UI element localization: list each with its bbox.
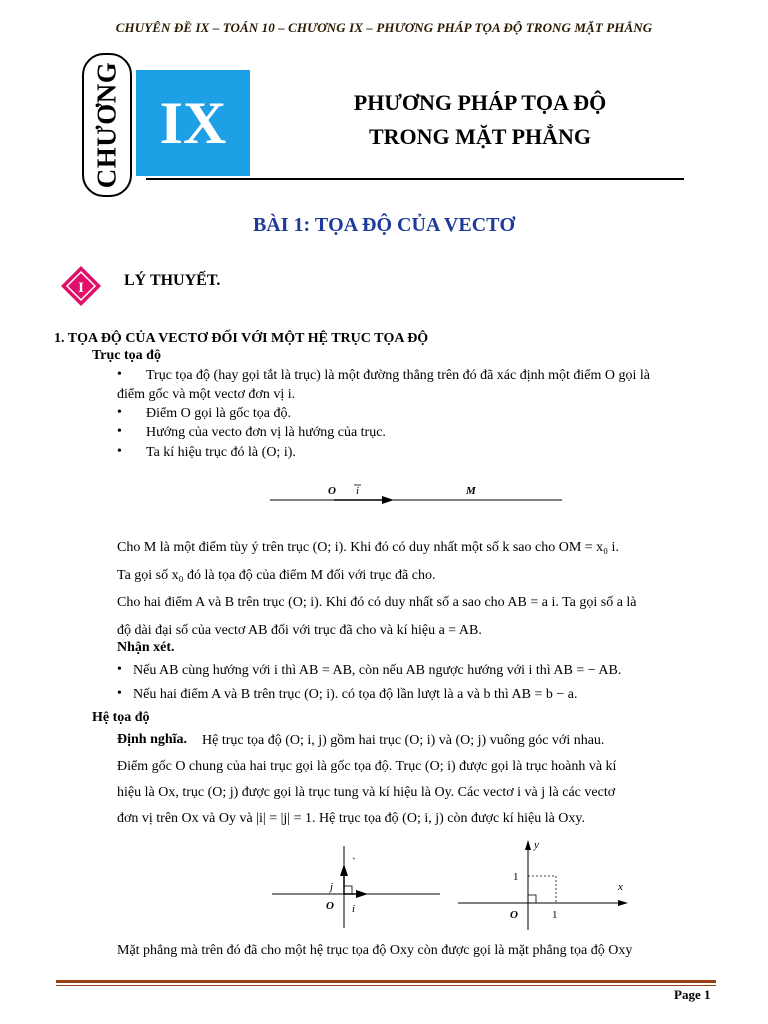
- system-heading: Hệ tọa độ: [92, 710, 150, 725]
- origin-label: O: [510, 909, 518, 921]
- axis-figure: [268, 480, 564, 512]
- unit-vector-arrow: [382, 496, 394, 504]
- page-number: Page 1: [674, 987, 711, 1002]
- definition-label: Định nghĩa.: [117, 732, 188, 747]
- lesson-title: BÀI 1: TỌA ĐỘ CỦA VECTƠ: [252, 214, 516, 236]
- paragraph-4: độ dài đại số của vectơ AB đối với trục đã cho và kí hiệu a = AB.: [117, 623, 482, 638]
- running-header: CHUYÊN ĐỀ IX – TOÁN 10 – CHƯƠNG IX – PHƯƠNG PHÁP TỌA ĐỘ TRONG MẶT PHẲNG: [115, 20, 653, 35]
- bullet-2: Điểm O gọi là gốc tọa độ.: [146, 406, 292, 421]
- point-m-label: M: [466, 485, 476, 497]
- coordinate-axes-figure: [268, 838, 444, 930]
- unit-i-label: i: [356, 485, 360, 497]
- bullet-marker: •: [117, 662, 122, 677]
- unit-j-label: j: [330, 881, 334, 893]
- chapter-number-box: [136, 70, 250, 176]
- bullet-marker: •: [117, 686, 122, 701]
- definition-line-1: Hệ trục tọa độ (O; i, j) gồm hai trục (O; i) và (O; j) vuông góc với nhau.: [202, 733, 605, 748]
- remark-2: Nếu hai điểm A và B trên trục (O; i). có tọa độ lần lượt là a và b thì AB = b − a.: [133, 687, 578, 702]
- bullet-marker: •: [117, 424, 122, 439]
- footer-rule-thin: [56, 985, 716, 986]
- footer-rule: [56, 980, 716, 983]
- axis-heading: Trục tọa độ: [92, 348, 161, 363]
- tick-one-y: 1: [513, 871, 519, 883]
- origin-label: O: [326, 900, 334, 912]
- bullet-marker: •: [117, 444, 122, 459]
- section-numeral: I: [78, 280, 84, 296]
- x-axis-label: x: [618, 881, 623, 893]
- origin-label: O: [328, 485, 336, 497]
- bullet-marker: •: [117, 367, 122, 382]
- chapter-label: CHƯƠNG: [91, 61, 122, 189]
- remark-1: Nếu AB cùng hướng với i thì AB = AB, còn nếu AB ngược hướng với i thì AB = − AB.: [133, 663, 622, 678]
- bullet-1-cont: điểm gốc và một vectơ đơn vị i.: [117, 387, 296, 402]
- bullet-4: Ta kí hiệu trục đó là (O; i).: [146, 445, 296, 460]
- paragraph-3: Cho hai điểm A và B trên trục (O; i). Khi đó có duy nhất số a sao cho AB = a i. Ta gọi số a là: [117, 595, 637, 610]
- definition-line-4: đơn vị trên Ox và Oy và |i| = |j| = 1. Hệ trục tọa độ (O; i, j) còn được kí hiệu là Oxy.: [117, 811, 586, 826]
- section-title: LÝ THUYẾT.: [124, 272, 221, 289]
- tick-one-x: 1: [552, 909, 558, 921]
- chapter-label-box: [82, 53, 132, 197]
- part-heading: 1. TỌA ĐỘ CỦA VECTƠ ĐỐI VỚI MỘT HỆ TRỤC TỌA ĐỘ: [54, 331, 429, 346]
- chapter-number: IX: [159, 89, 227, 156]
- chapter-title-line1: PHƯƠNG PHÁP TỌA ĐỘ: [353, 90, 607, 115]
- closing-paragraph: Mặt phẳng mà trên đó đã cho một hệ trục tọa độ Oxy còn được gọi là mặt phẳng tọa độ Oxy: [117, 943, 633, 958]
- definition-line-2: Điểm gốc O chung của hai trục gọi là gốc tọa độ. Trục (O; i) được gọi là trục hoành và kí: [117, 759, 617, 774]
- paragraph-1: Cho M là một điểm tùy ý trên trục (O; i). Khi đó có duy nhất một số k sao cho OM = x₀ i.: [117, 540, 619, 555]
- svg-text:`: `: [352, 855, 356, 869]
- chapter-title-line2: TRONG MẶT PHẲNG: [368, 124, 592, 149]
- y-axis-label: y: [534, 839, 539, 851]
- definition-line-3: hiệu là Ox, trục (O; j) được gọi là trục tung và kí hiệu là Oy. Các vectơ i và j là các vectơ: [117, 785, 616, 800]
- chapter-title-rule: [146, 178, 684, 180]
- oxy-plane-figure: [452, 836, 632, 932]
- unit-vector-j-arrow: [340, 864, 348, 876]
- remark-heading: Nhận xét.: [117, 640, 175, 655]
- bullet-marker: •: [117, 405, 122, 420]
- bullet-1: Trục tọa độ (hay gọi tắt là trục) là một đường thẳng trên đó đã xác định một điểm O gọi là: [146, 368, 650, 383]
- paragraph-2: Ta gọi số x₀ đó là tọa độ của điểm M đối với trục đã cho.: [117, 568, 436, 583]
- diamond-icon: [60, 265, 102, 307]
- unit-vector-i-arrow: [356, 890, 368, 898]
- bullet-3: Hướng của vecto đơn vị là hướng của trục.: [146, 425, 386, 440]
- unit-i-label: i: [352, 903, 356, 915]
